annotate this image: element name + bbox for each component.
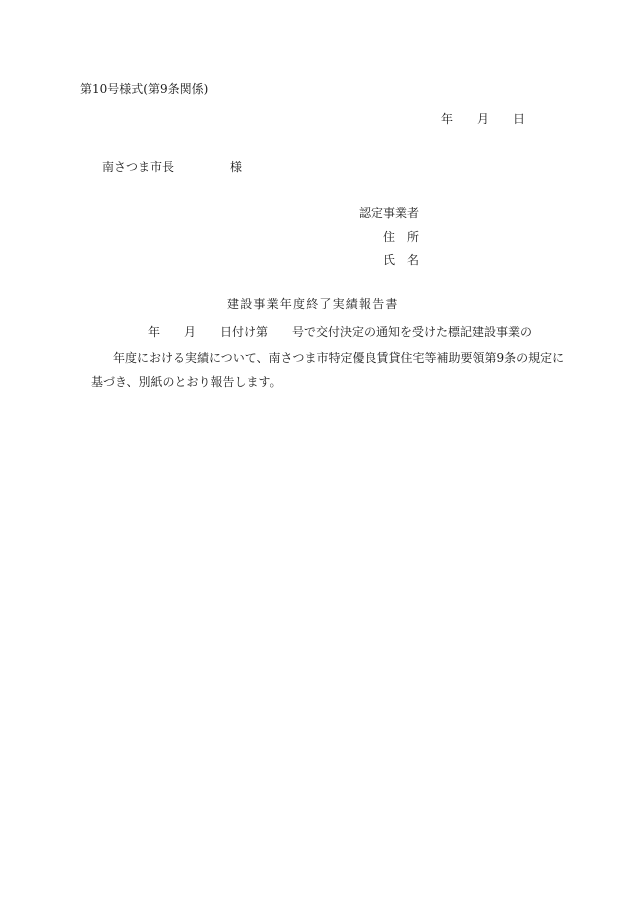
addressee-honorific: 様 <box>230 160 243 174</box>
address-label: 住所 <box>383 230 432 244</box>
body-notice-text: 号で交付決定の通知を受けた標記建設事業の <box>292 325 533 339</box>
body-day-number: 日付け第 <box>220 325 269 339</box>
date-line <box>441 113 525 125</box>
form-number: 第10号様式(第9条関係) <box>80 82 209 96</box>
applicant-heading: 認定事業者 <box>359 206 420 220</box>
addressee <box>102 161 242 173</box>
addressee-name: 南さつま市長 <box>102 160 175 174</box>
body-month: 月 <box>184 325 197 339</box>
body-year: 年 <box>148 325 161 339</box>
name-label: 氏名 <box>383 253 432 267</box>
date-month: 月 <box>477 112 490 126</box>
report-title: 建設事業年度終了実績報告書 <box>227 297 399 311</box>
body-line-3: 基づき、別紙のとおり報告します。 <box>91 375 282 389</box>
date-year: 年 <box>441 112 454 126</box>
date-day: 日 <box>513 112 526 126</box>
body-line-1 <box>148 326 532 338</box>
body-line-2: 年度における実績について、南さつま市特定優良賃貸住宅等補助要領第9条の規定に <box>113 351 565 365</box>
